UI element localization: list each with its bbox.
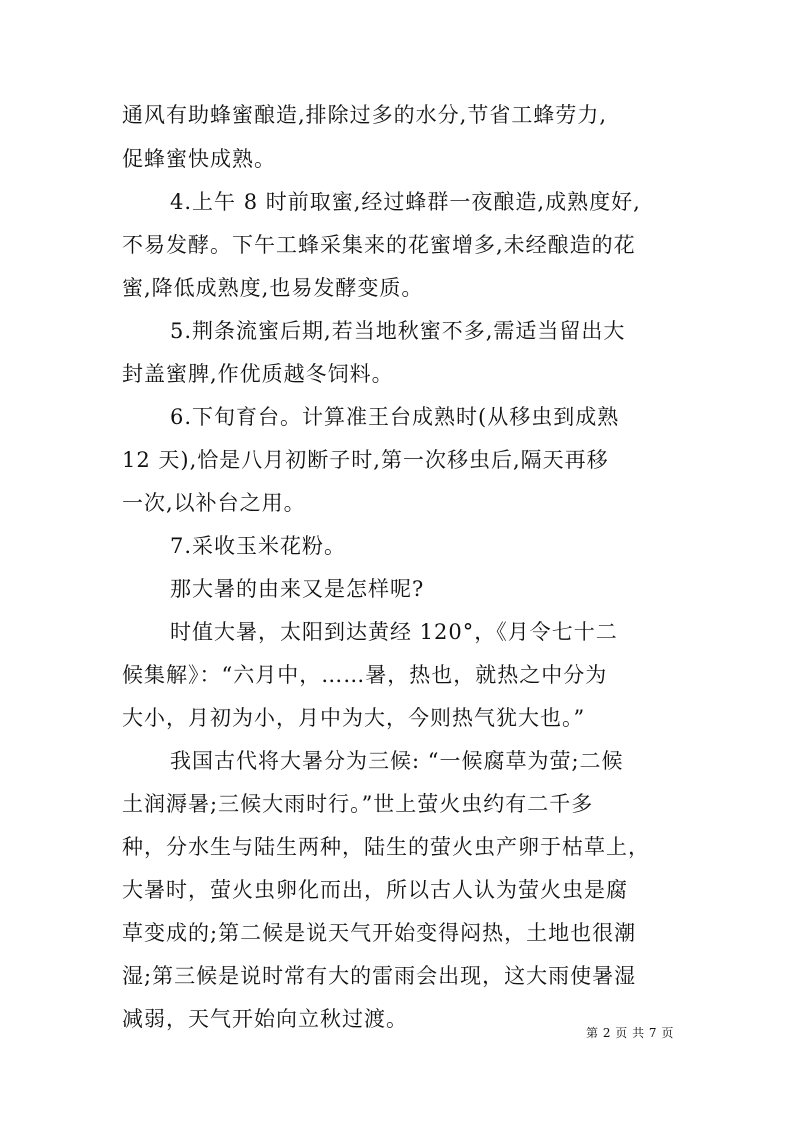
text-line: 5.荆条流蜜后期,若当地秋蜜不多,需适当留出大 [170,319,626,343]
page-number-footer: 第 2 页 共 7 页 [586,1026,674,1040]
text-line: 湿;第三候是说时常有大的雷雨会出现，这大雨使暑湿 [122,964,637,988]
text-line: 封盖蜜脾,作优质越冬饲料。 [122,362,394,386]
text-line: 我国古代将大暑分为三候: “一候腐草为萤;二候 [170,749,624,773]
text-line: 7.采收玉米花粉。 [170,534,347,558]
text-line: 草变成的;第二候是说天气开始变得闷热，土地也很潮 [122,921,637,945]
text-line: 种，分水生与陆生两种，陆生的萤火虫产卵于枯草上， [122,835,650,859]
text-line: 时值大暑，太阳到达黄经 120°，《月令七十二 [170,620,618,644]
text-line: 大暑时，萤火虫卵化而出，所以古人认为萤火虫是腐 [122,878,628,902]
text-line: 通风有助蜂蜜酿造,排除过多的水分,节省工蜂劳力, [122,103,608,127]
text-line: 不易发酵。下午工蜂采集来的花蜜增多,未经酿造的花 [122,233,636,257]
text-line: 土润溽暑;三候大雨时行。”世上萤火虫约有二千多 [122,792,594,816]
text-line: 促蜂蜜快成熟。 [122,147,276,171]
text-line: 减弱，天气开始向立秋过渡。 [122,1007,408,1031]
text-line: 候集解》：“六月中，……暑，热也，就热之中分为 [122,663,608,687]
text-line: 大小，月初为小，月中为大，今则热气犹大也。” [122,706,586,730]
text-line: 蜜,降低成熟度,也易发酵变质。 [122,276,424,300]
text-line: 12 天),恰是八月初断子时,第一次移虫后,隔天再移 [122,448,609,472]
text-line: 一次,以补台之用。 [122,491,306,515]
text-line: 6.下旬育台。计算准王台成熟时(从移虫到成熟 [170,405,620,429]
text-line: 那大暑的由来又是怎样呢? [170,577,425,601]
text-line: 4.上午 8 时前取蜜,经过蜂群一夜酿造,成熟度好, [170,190,641,214]
